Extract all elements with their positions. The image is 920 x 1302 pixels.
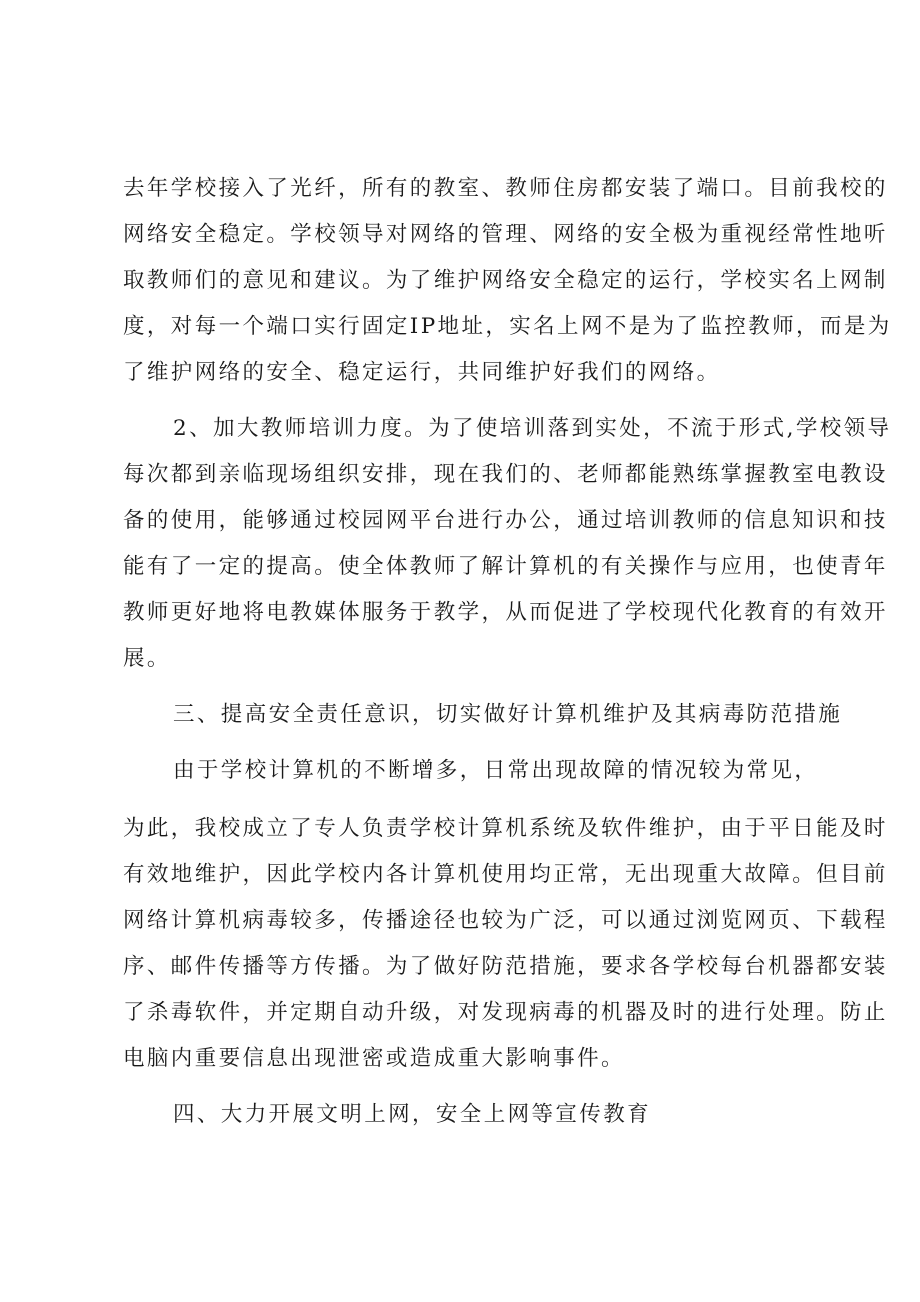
text-line: 序、邮件传播等方传播。为了做好防范措施，要求各学校每台机器都安装 [123,954,888,979]
paragraph-maintenance-intro [123,748,823,794]
text-line: 备的使用，能够通过校园网平台进行办公，通过培训教师的信息知识和技 [123,508,888,533]
text-line: 展。 [123,646,171,671]
text-line: 教师更好地将电教媒体服务于教学，从而促进了学校现代化教育的有效开 [123,600,888,625]
document-body [123,166,892,1138]
text-line: 每次都到亲临现场组织安排，现在我们的、老师都能熟练掌握教室电教设 [123,462,888,487]
text-line: 为此，我校成立了专人负责学校计算机系统及软件维护，由于平日能及时 [123,816,888,841]
text-line: 四、大力开展文明上网，安全上网等宣传教育 [173,1102,652,1127]
section-heading-four [123,1092,823,1138]
text-line: 网络安全稳定。学校领导对网络的管理、网络的安全极为重视经常性地听 [123,222,888,247]
text-line: 度，对每一个端口实行固定IP地址，实名上网不是为了监控教师，而是为 [123,314,892,339]
text-line: 了杀毒软件，并定期自动升级，对发现病毒的机器及时的进行处理。防止 [123,1000,888,1025]
section-heading-three [123,692,843,738]
paragraph-network-security [123,166,892,396]
text-line: 三、提高安全责任意识，切实做好计算机维护及其病毒防范措施 [173,702,843,727]
text-line: 去年学校接入了光纤，所有的教室、教师住房都安装了端口。目前我校的 [123,176,888,201]
text-line: 电脑内重要信息出现泄密或造成重大影响事件。 [123,1046,625,1071]
text-line: 网络计算机病毒较多，传播途径也较为广泛，可以通过浏览网页、下载程 [123,908,888,933]
text-line: 由于学校计算机的不断增多，日常出现故障的情况较为常见， [173,758,819,783]
text-line: 有效地维护，因此学校内各计算机使用均正常，无出现重大故障。但目前 [123,862,888,887]
text-line: 2、加大教师培训力度。为了使培训落到实处，不流于形式,学校领导 [173,416,892,441]
text-line: 了维护网络的安全、稳定运行，共同维护好我们的网络。 [123,360,721,385]
text-line: 取教师们的意见和建议。为了维护网络安全稳定的运行，学校实名上网制 [123,268,888,293]
paragraph-teacher-training [123,406,892,682]
text-line: 能有了一定的提高。使全体教师了解计算机的有关操作与应用，也使青年 [123,554,888,579]
paragraph-virus-prevention [123,806,888,1082]
